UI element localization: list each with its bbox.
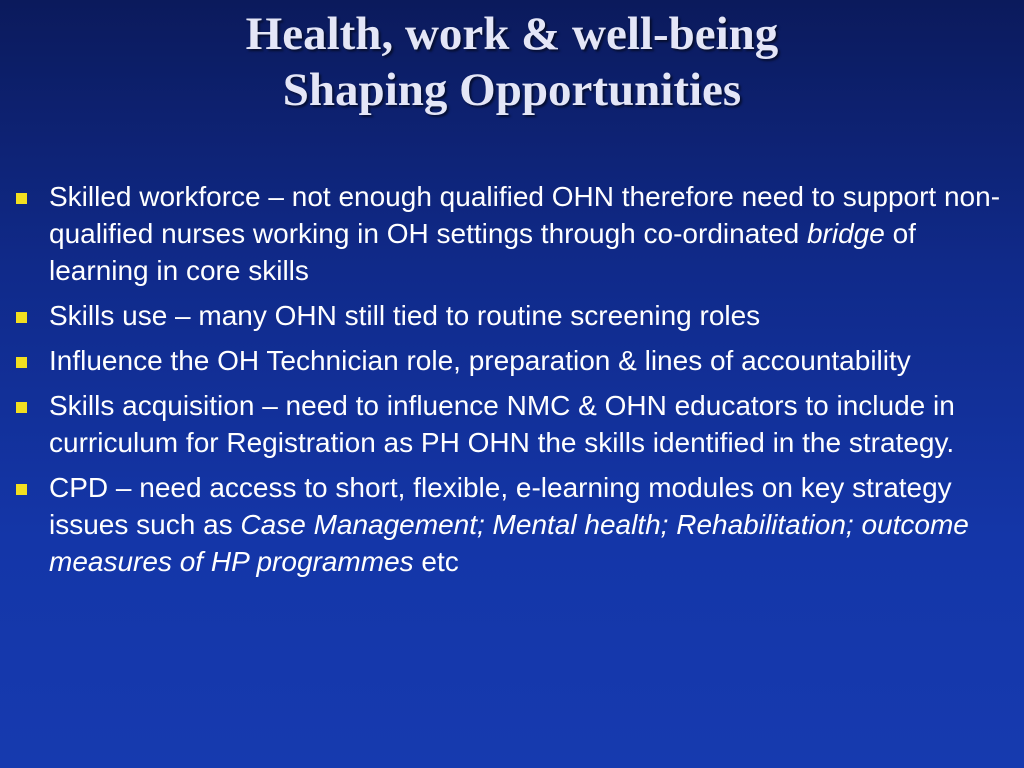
bullet-item-skilled-workforce xyxy=(14,178,1004,289)
bullet-item-oh-technician xyxy=(14,342,1004,379)
slide-title xyxy=(0,6,1024,118)
square-bullet-icon xyxy=(16,484,27,495)
square-bullet-icon xyxy=(16,402,27,413)
bullet-list xyxy=(14,178,1004,588)
bullet-text: CPD – need access to short, flexible, e-learning modules on key strategy issues such as xyxy=(49,472,952,540)
bullet-text: of learning in core skills xyxy=(49,218,916,286)
bullet-text-italic: bridge xyxy=(806,218,885,249)
title-line-1: Health, work & well-being xyxy=(245,8,779,60)
bullet-text: Skills use – many OHN still tied to routine screening roles xyxy=(49,300,761,331)
square-bullet-icon xyxy=(16,357,27,368)
square-bullet-icon xyxy=(16,312,27,323)
bullet-text: Skilled workforce – not enough qualified OHN therefore need to support non-qualified nurses working in OH settings through co-ordinated xyxy=(49,181,1001,249)
square-bullet-icon xyxy=(16,193,27,204)
title-line-2: Shaping Opportunities xyxy=(282,64,742,116)
bullet-item-skills-acquisition xyxy=(14,387,1004,461)
bullet-item-cpd xyxy=(14,469,1004,580)
bullet-text: etc xyxy=(413,546,459,577)
bullet-text: Skills acquisition – need to influence NMC & OHN educators to include in curriculum for Registration as PH OHN the skills identified in the strategy. xyxy=(49,390,955,458)
bullet-item-skills-use xyxy=(14,297,1004,334)
bullet-text: Influence the OH Technician role, preparation & lines of accountability xyxy=(49,345,911,376)
bullet-text-italic: Case Management; Mental health; Rehabilitation; outcome measures of HP programmes xyxy=(49,509,969,577)
